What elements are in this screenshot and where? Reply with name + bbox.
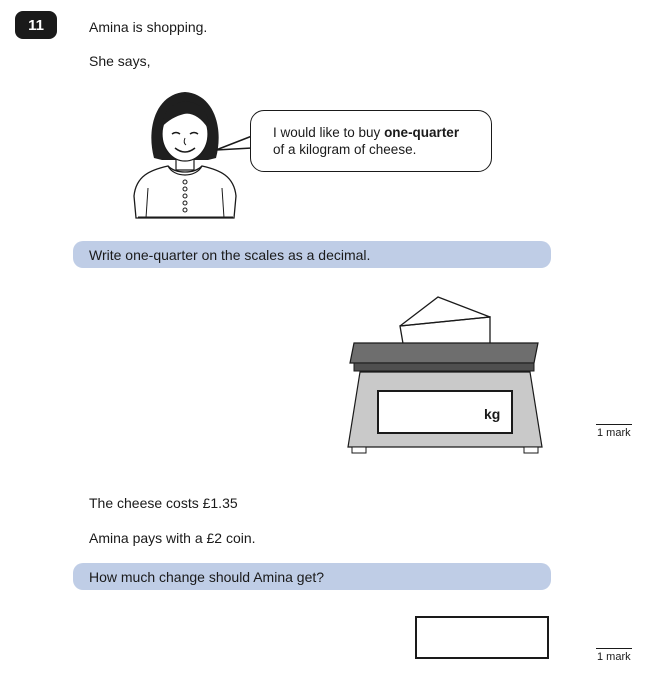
instruction-band-1 [73, 241, 551, 268]
scale-answer-field[interactable] [380, 393, 504, 429]
speech-bubble [250, 110, 492, 172]
pays-text: Amina pays with a £2 coin. [89, 530, 256, 546]
instruction-1-text: Write one-quarter on the scales as a decimal. [89, 246, 371, 263]
scales-illustration [344, 295, 546, 457]
speech-tail [214, 134, 254, 160]
speech-bold: one-quarter [384, 125, 460, 140]
intro-text: Amina is shopping. [89, 19, 208, 35]
instruction-band-2 [73, 563, 551, 590]
mark-line-2 [596, 648, 632, 649]
scale-unit-label: kg [484, 406, 501, 422]
question-number: 11 [15, 11, 57, 39]
mark-label-2: 1 mark [597, 651, 631, 663]
change-answer-box[interactable] [415, 616, 549, 659]
speech-text-end: of a kilogram of cheese. [273, 142, 417, 157]
she-says-text: She says, [89, 53, 151, 69]
speech-text-start: I would like to buy [273, 125, 385, 140]
cost-text: The cheese costs £1.35 [89, 495, 238, 511]
instruction-2-text: How much change should Amina get? [89, 568, 325, 585]
mark-line-1 [596, 424, 632, 425]
mark-label-1: 1 mark [597, 427, 631, 439]
